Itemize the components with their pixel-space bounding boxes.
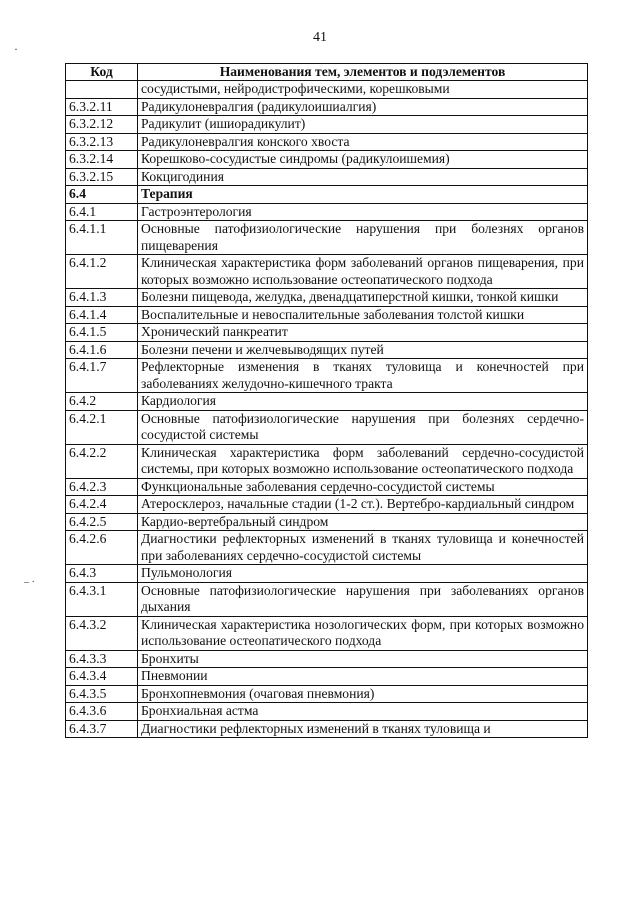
table-body bbox=[66, 81, 588, 738]
row-code: 6.4.1.2 bbox=[66, 255, 138, 289]
table-header-row bbox=[66, 64, 588, 81]
row-title: Кардио-вертебральный синдром bbox=[138, 513, 588, 531]
row-code: 6.3.2.12 bbox=[66, 116, 138, 134]
row-code: 6.4.3.2 bbox=[66, 616, 138, 650]
page-number: 41 bbox=[313, 30, 327, 45]
row-title: Основные патофизиологические нарушения при заболеваниях органов дыхания bbox=[138, 582, 588, 616]
row-code: 6.4.3.1 bbox=[66, 582, 138, 616]
row-title: Бронхиальная астма bbox=[138, 703, 588, 721]
row-code: 6.4.1.4 bbox=[66, 306, 138, 324]
row-title: Кардиология bbox=[138, 393, 588, 411]
table-row bbox=[66, 151, 588, 169]
table-row bbox=[66, 289, 588, 307]
row-title: Функциональные заболевания сердечно-сосудистой системы bbox=[138, 478, 588, 496]
row-code: 6.4.1.5 bbox=[66, 324, 138, 342]
table-row bbox=[66, 255, 588, 289]
table-row bbox=[66, 306, 588, 324]
table-row bbox=[66, 685, 588, 703]
row-title: Клиническая характеристика нозологических форм, при которых возможно использование остеопатического подхода bbox=[138, 616, 588, 650]
row-title: Болезни печени и желчевыводящих путей bbox=[138, 341, 588, 359]
table-row bbox=[66, 203, 588, 221]
table-row bbox=[66, 133, 588, 151]
row-title: Радикулоневралгия конского хвоста bbox=[138, 133, 588, 151]
row-code: 6.4.1.3 bbox=[66, 289, 138, 307]
table-row bbox=[66, 168, 588, 186]
table-row bbox=[66, 668, 588, 686]
row-code: 6.4.1 bbox=[66, 203, 138, 221]
row-code: 6.4.2.1 bbox=[66, 410, 138, 444]
table-row bbox=[66, 513, 588, 531]
row-code: 6.4.2.3 bbox=[66, 478, 138, 496]
row-title: Пневмонии bbox=[138, 668, 588, 686]
table-row bbox=[66, 478, 588, 496]
row-title: Пульмонология bbox=[138, 565, 588, 583]
table-row bbox=[66, 531, 588, 565]
row-title: Рефлекторные изменения в тканях туловища и конечностей при заболеваниях желудочно-кишечного тракта bbox=[138, 359, 588, 393]
row-title: Бронхиты bbox=[138, 650, 588, 668]
row-code: 6.4.3.6 bbox=[66, 703, 138, 721]
header-code: Код bbox=[66, 64, 138, 81]
row-title: Кокцигодиния bbox=[138, 168, 588, 186]
row-code: 6.4.2.4 bbox=[66, 496, 138, 514]
row-code: 6.4.3.7 bbox=[66, 720, 138, 738]
table-row bbox=[66, 221, 588, 255]
row-title: Клиническая характеристика форм заболеваний сердечно-сосудистой системы, при которых возможно использование остеопатического подхода bbox=[138, 444, 588, 478]
row-title: Корешково-сосудистые синдромы (радикулоишемия) bbox=[138, 151, 588, 169]
scan-speck: ‒ · bbox=[24, 577, 35, 588]
row-code: 6.4.1.1 bbox=[66, 221, 138, 255]
table-row bbox=[66, 582, 588, 616]
row-title: Диагностики рефлекторных изменений в тканях туловища и конечностей при заболеваниях сердечно-сосудистой системы bbox=[138, 531, 588, 565]
row-title: Бронхопневмония (очаговая пневмония) bbox=[138, 685, 588, 703]
table-row bbox=[66, 616, 588, 650]
row-title: Гастроэнтерология bbox=[138, 203, 588, 221]
table-row bbox=[66, 650, 588, 668]
row-title: Терапия bbox=[138, 186, 588, 204]
row-code: 6.4.2 bbox=[66, 393, 138, 411]
row-title: Хронический панкреатит bbox=[138, 324, 588, 342]
table-row bbox=[66, 324, 588, 342]
row-code: 6.3.2.15 bbox=[66, 168, 138, 186]
table-row bbox=[66, 186, 588, 204]
scan-speck: · bbox=[14, 42, 18, 56]
row-title: Радикулоневралгия (радикулоишиалгия) bbox=[138, 98, 588, 116]
row-title: Клиническая характеристика форм заболеваний органов пищеварения, при которых возможно использование остеопатического подхода bbox=[138, 255, 588, 289]
table-row bbox=[66, 116, 588, 134]
table-row bbox=[66, 393, 588, 411]
row-title: Основные патофизиологические нарушения при болезнях сердечно-сосудистой системы bbox=[138, 410, 588, 444]
row-code bbox=[66, 81, 138, 99]
row-code: 6.3.2.13 bbox=[66, 133, 138, 151]
table-row bbox=[66, 359, 588, 393]
row-title: Атеросклероз, начальные стадии (1-2 ст.). Вертебро-кардиальный синдром bbox=[138, 496, 588, 514]
table-row bbox=[66, 81, 588, 99]
row-title: Болезни пищевода, желудка, двенадцатиперстной кишки, тонкой кишки bbox=[138, 289, 588, 307]
row-title: сосудистыми, нейродистрофическими, корешковыми bbox=[138, 81, 588, 99]
row-code: 6.4.3.5 bbox=[66, 685, 138, 703]
row-title: Воспалительные и невоспалительные заболевания толстой кишки bbox=[138, 306, 588, 324]
table-row bbox=[66, 444, 588, 478]
row-code: 6.4.2.6 bbox=[66, 531, 138, 565]
row-code: 6.4.1.7 bbox=[66, 359, 138, 393]
table-row bbox=[66, 565, 588, 583]
table-row bbox=[66, 410, 588, 444]
table-row bbox=[66, 496, 588, 514]
row-title: Диагностики рефлекторных изменений в тканях туловища и bbox=[138, 720, 588, 738]
row-code: 6.4.3 bbox=[66, 565, 138, 583]
row-code: 6.4.2.2 bbox=[66, 444, 138, 478]
topics-table bbox=[65, 63, 588, 738]
table-row bbox=[66, 703, 588, 721]
row-title: Основные патофизиологические нарушения при болезнях органов пищеварения bbox=[138, 221, 588, 255]
table-row bbox=[66, 720, 588, 738]
row-code: 6.3.2.11 bbox=[66, 98, 138, 116]
table-row bbox=[66, 98, 588, 116]
row-code: 6.3.2.14 bbox=[66, 151, 138, 169]
table-row bbox=[66, 341, 588, 359]
row-code: 6.4.3.3 bbox=[66, 650, 138, 668]
row-code: 6.4.3.4 bbox=[66, 668, 138, 686]
header-title: Наименования тем, элементов и подэлементов bbox=[138, 64, 588, 81]
row-code: 6.4.1.6 bbox=[66, 341, 138, 359]
row-title: Радикулит (ишиорадикулит) bbox=[138, 116, 588, 134]
row-code: 6.4 bbox=[66, 186, 138, 204]
row-code: 6.4.2.5 bbox=[66, 513, 138, 531]
